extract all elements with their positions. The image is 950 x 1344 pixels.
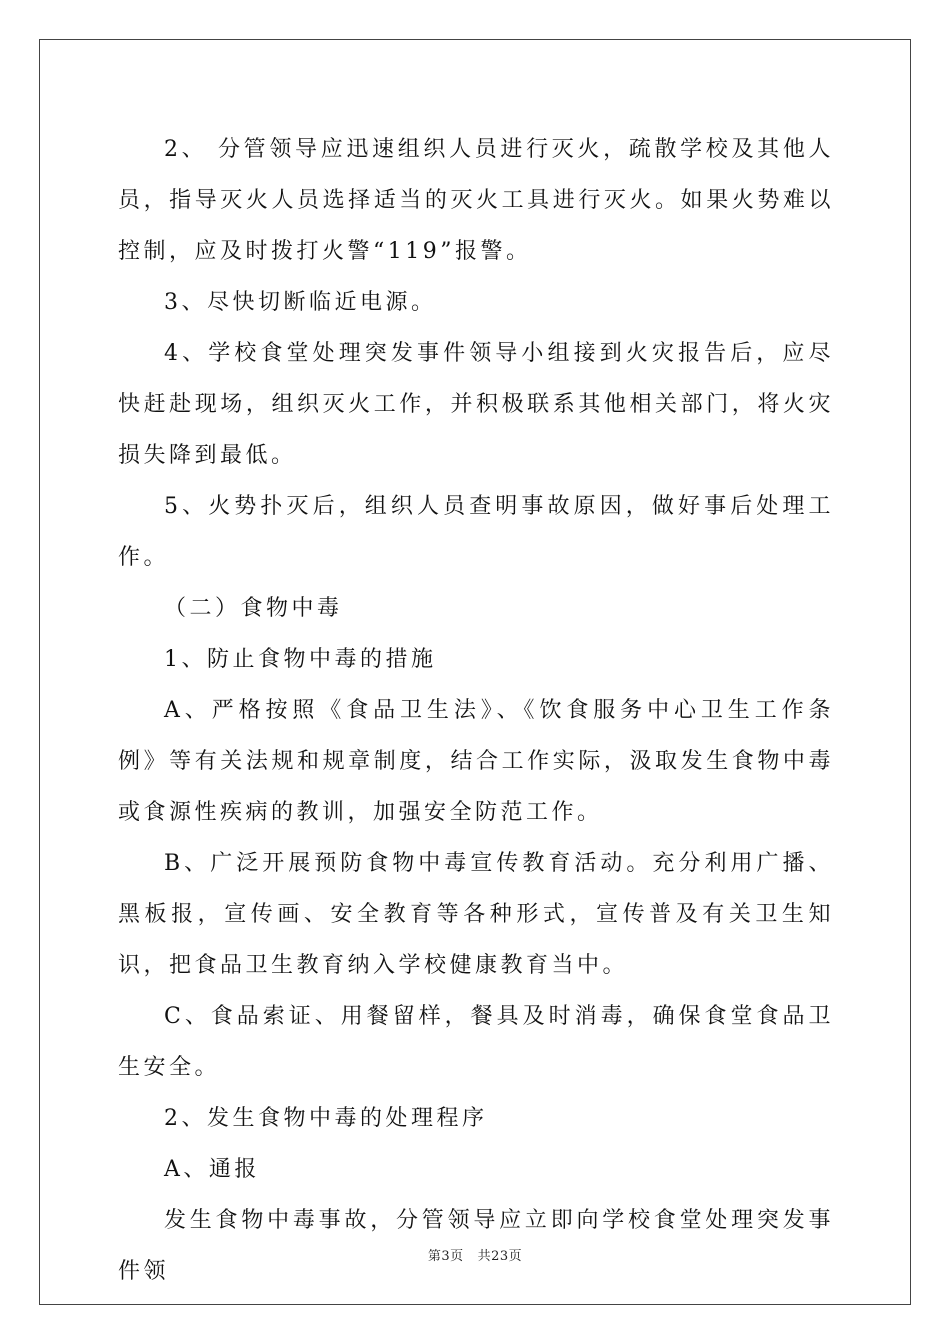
- paragraph-fire-response: 2、 分管领导应迅速组织人员进行灭火，疏散学校及其他人员，指导灭火人员选择适当的灭火工具进行灭火。如果火势难以控制，应及时拨打火警“119”报警。: [118, 137, 834, 264]
- paragraph-measure-c: C、食品索证、用餐留样，餐具及时消毒，确保食堂食品卫生安全。: [118, 1004, 834, 1080]
- subheading-procedure: 2、发生食物中毒的处理程序: [164, 1106, 488, 1131]
- subheading-notify: A、通报: [164, 1157, 260, 1182]
- page-total: 共23页: [477, 1249, 523, 1264]
- paragraph-measure-a: A、严格按照《食品卫生法》、《饮食服务中心卫生工作条例》等有关法规和规章制度，结合工作实际，汲取发生食物中毒或食源性疾病的教训，加强安全防范工作。: [118, 698, 834, 825]
- paragraph-notify: 发生食物中毒事故，分管领导应立即向学校食堂处理突发事件领: [118, 1208, 834, 1284]
- paragraph-cut-power: 3、尽快切断临近电源。: [164, 290, 437, 315]
- subheading-prevention: 1、防止食物中毒的措施: [164, 647, 437, 672]
- paragraph-leadership-group: 4、学校食堂处理突发事件领导小组接到火灾报告后，应尽快赶赴现场，组织灭火工作，并积极联系其他相关部门，将火灾损失降到最低。: [118, 341, 834, 468]
- paragraph-after-fire: 5、火势扑灭后，组织人员查明事故原因，做好事后处理工作。: [118, 494, 834, 570]
- paragraph-measure-b: B、广泛开展预防食物中毒宣传教育活动。充分利用广播、黑板报，宣传画、安全教育等各种形式，宣传普及有关卫生知识，把食品卫生教育纳入学校健康教育当中。: [118, 851, 834, 978]
- page-footer: [0, 1245, 950, 1264]
- page-number: 第3页: [427, 1249, 464, 1264]
- section-heading-food-poisoning: （二）食物中毒: [164, 596, 343, 621]
- document-body: [118, 124, 834, 1297]
